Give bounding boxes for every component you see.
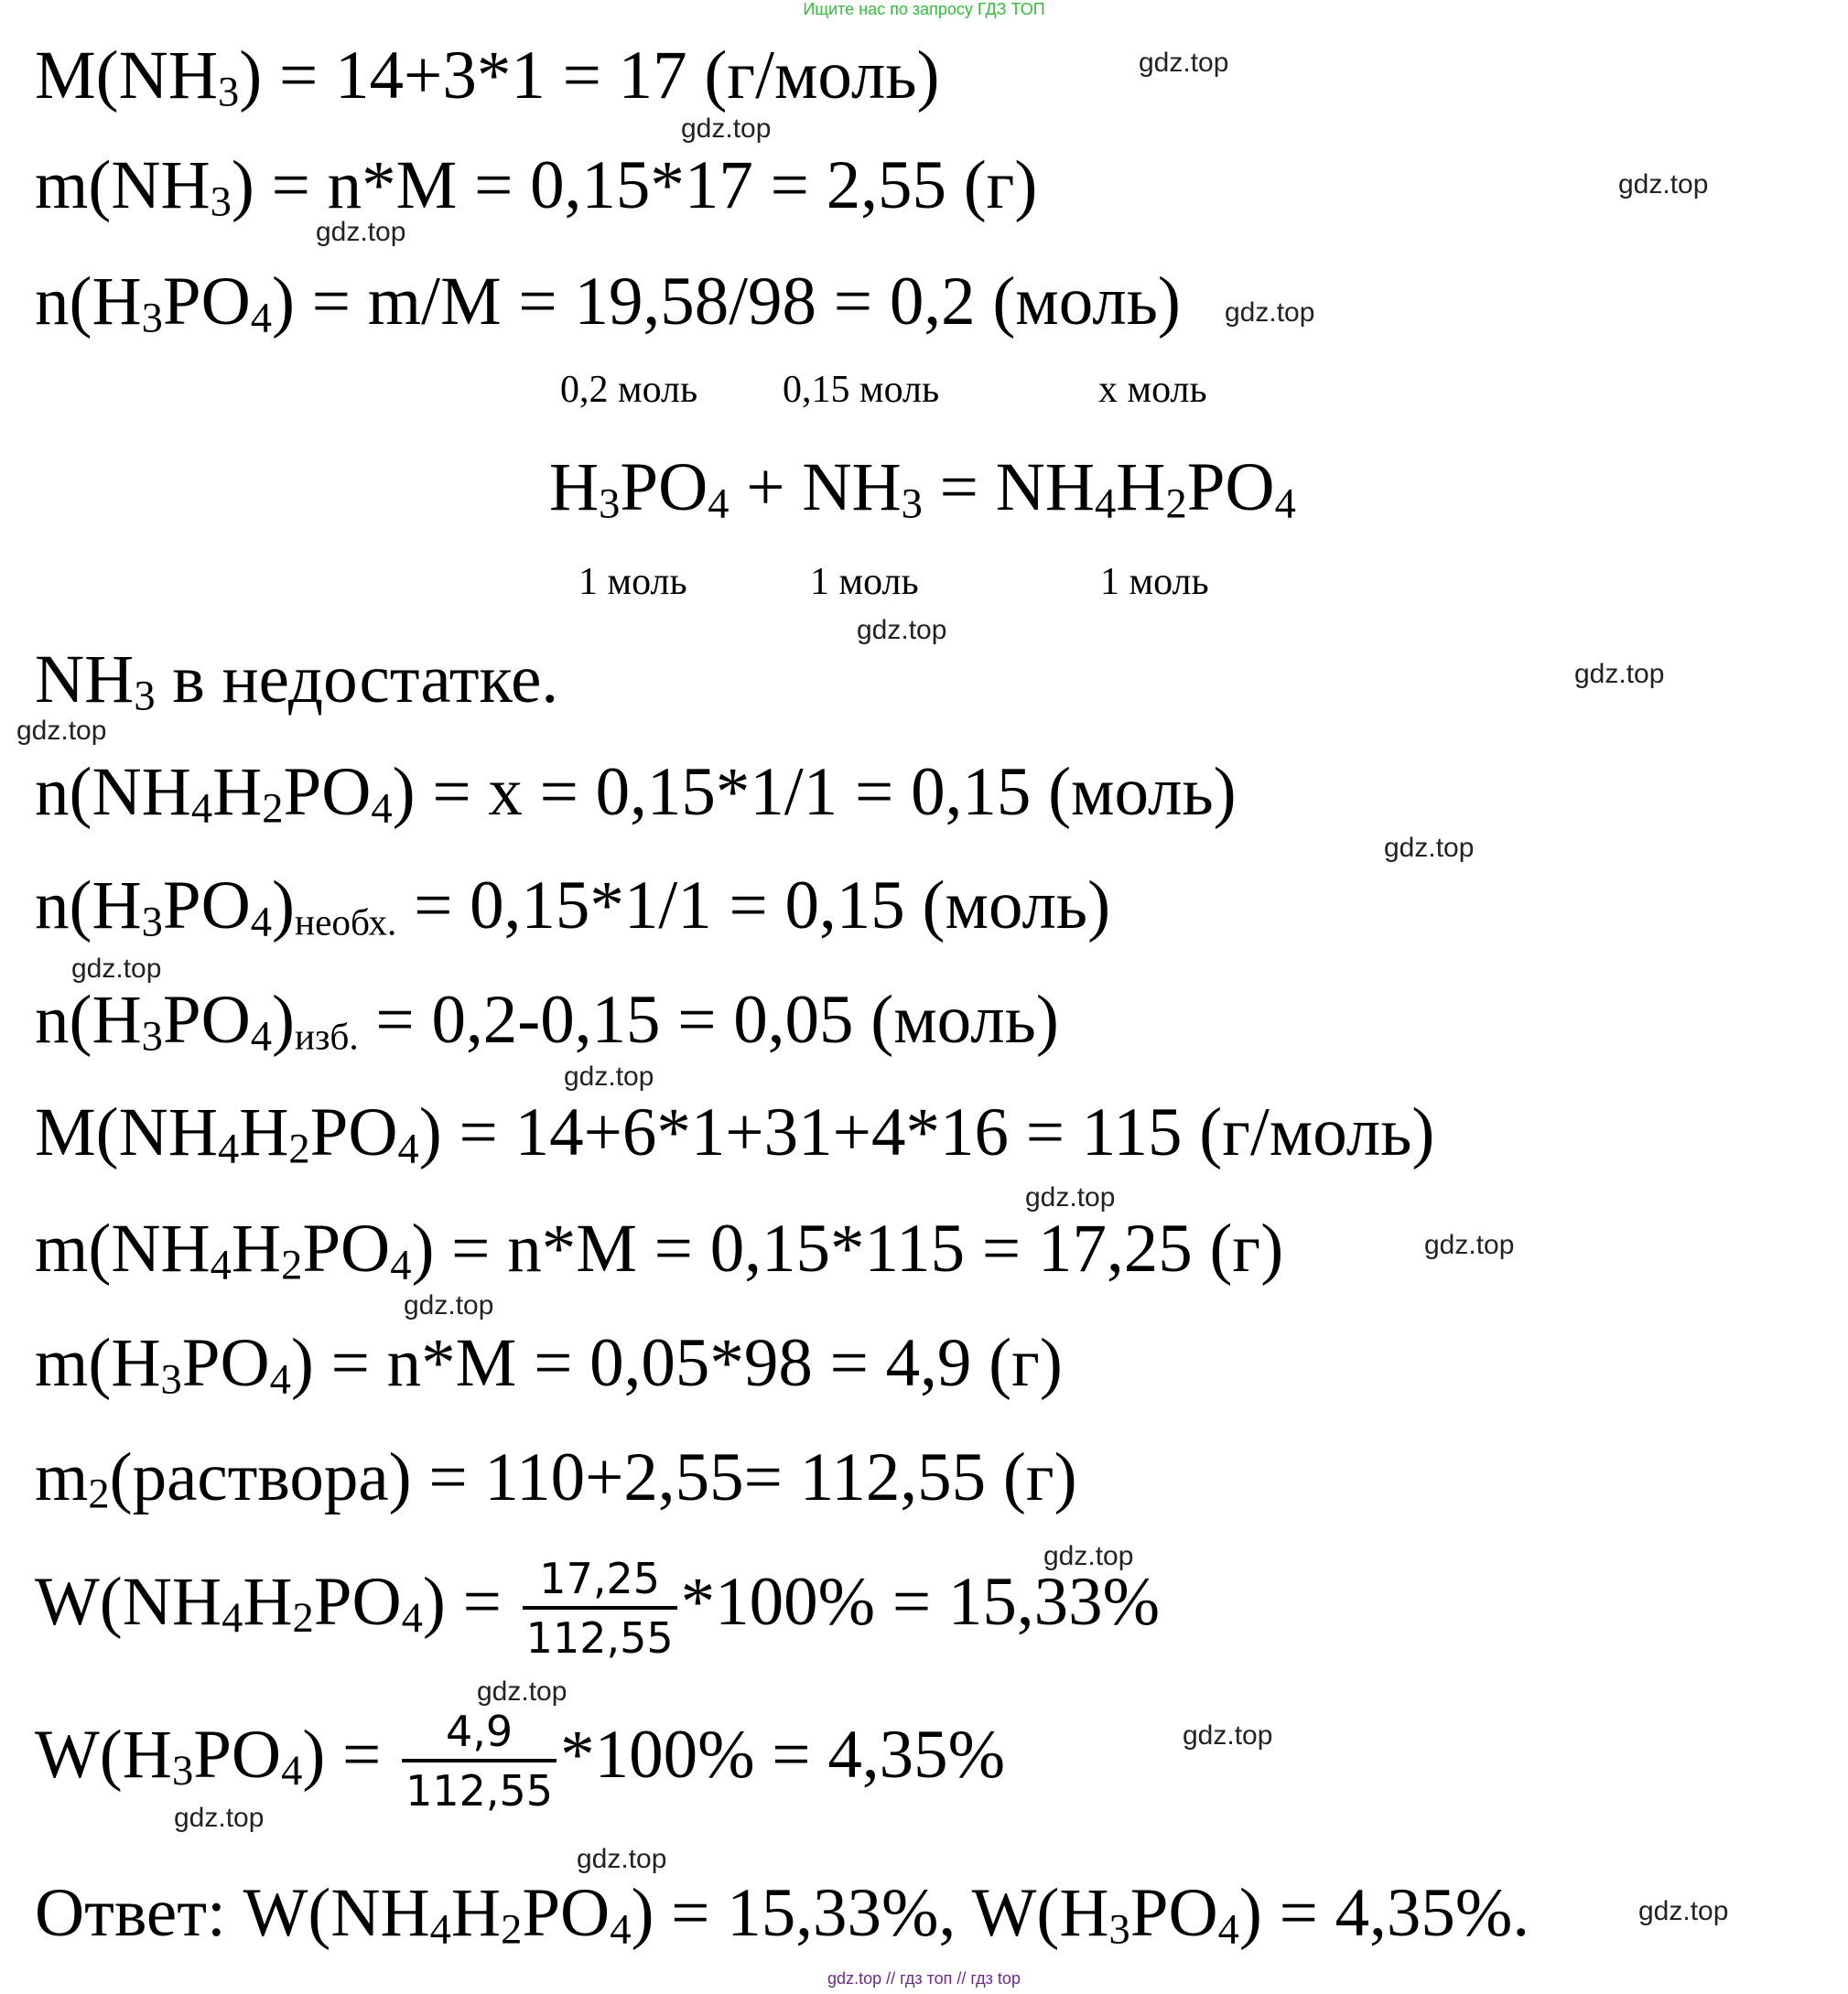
watermark: gdz.top (577, 1844, 667, 1874)
watermark: gdz.top (404, 1290, 494, 1320)
equation-top-label: 0,15 моль (783, 369, 940, 411)
equation-bottom-label: 1 моль (1100, 561, 1209, 603)
fraction (402, 1708, 557, 1814)
watermark: gdz.top (1183, 1720, 1273, 1751)
watermark: gdz.top (1638, 1896, 1729, 1926)
watermark: gdz.top (1384, 833, 1475, 863)
watermark: gdz.top (1618, 169, 1709, 199)
watermark: gdz.top (1225, 297, 1315, 328)
footer-note[interactable]: gdz.top // гдз топ // гдз top (827, 1969, 1021, 1988)
watermark: gdz.top (71, 954, 162, 984)
formula-line-mass-product: $m(NH_4H_2PO_4) = n*M = 0,15*115 = 17,25$ (г) (35, 1211, 1284, 1289)
header-note[interactable]: Ищите нас по запросу ГДЗ ТОП (803, 0, 1045, 18)
fraction-denominator: 112,55 (405, 1765, 554, 1816)
watermark: gdz.top (16, 716, 107, 746)
formula-line-moles-product: $n(NH_4H_2PO_4) = x = 0,15*1/1 = 0,15$ (моль) (35, 754, 1237, 833)
formula-line-mass-solution: $m_2(раствора) = 110+2,55= 112,55$ (г) (35, 1439, 1077, 1518)
watermark: gdz.top (564, 1062, 654, 1092)
watermark: gdz.top (1025, 1182, 1116, 1213)
equation-top-label: 0,2 моль (560, 369, 698, 411)
answer-line: Ответ: $W(NH_4H_2PO_4) = 15,33\%$, $W(H_3PO_4) = 4,35\%$. (35, 1875, 1530, 1954)
formula-line-fraction-product: $W(NH_4H_2PO_4)$ = $\frac{17,25}{112,55}$ *100% = 15,33% (35, 1554, 1161, 1663)
equation-top-label: x моль (1098, 369, 1207, 411)
fraction-denominator: 112,55 (525, 1612, 674, 1663)
fraction (523, 1556, 677, 1661)
watermark: gdz.top (1139, 48, 1229, 78)
formula-line-mass-h3po4: $m(H_3PO_4) = n*M = 0,05*98 = 4,9$ (г) (35, 1325, 1063, 1404)
formula-line-molar-mass-nh3: $M(NH_3) = 14+3*1 = 17$ (г/моль) (35, 38, 940, 116)
formula-line-moles-h3po4-required: $n(H_3PO_4)_{необх.} = 0,15*1/1 = 0,15$ (моль) (35, 868, 1111, 946)
equation-bottom-label: 1 моль (810, 561, 919, 603)
watermark: gdz.top (1424, 1230, 1515, 1260)
formula-line-mass-nh3: $m(NH_3) = n*M = 0,15*17 = 2,55$ (г) (35, 147, 1038, 226)
watermark: gdz.top (316, 217, 406, 247)
watermark: gdz.top (857, 615, 947, 645)
watermark: gdz.top (1574, 659, 1665, 689)
watermark: gdz.top (477, 1676, 567, 1707)
watermark: gdz.top (681, 113, 772, 144)
formula-line-molar-mass-product: $M(NH_4H_2PO_4) = 14+6*1+31+4*16 = 115$ (г/моль) (35, 1094, 1435, 1173)
formula-line-moles-h3po4: $n(H_3PO_4) = m/M = 19,58/98 = 0,2$ (моль) (35, 264, 1181, 342)
equation-formula: $H_3PO_4 + NH_3 = NH_4H_2PO_4$ (549, 449, 1296, 528)
fraction-numerator: 17,25 (523, 1556, 677, 1610)
fraction-numerator: 4,9 (402, 1708, 557, 1762)
formula-line-fraction-h3po4: $W(H_3PO_4)$ = $\frac{4,9}{112,55}$ *100% = 4,35% (35, 1707, 1006, 1816)
formula-line-moles-h3po4-excess: $n(H_3PO_4)_{изб.} = 0,2-0,15 = 0,05$ (моль) (35, 982, 1059, 1061)
watermark: gdz.top (1043, 1541, 1134, 1571)
equation-bottom-label: 1 моль (578, 561, 687, 603)
statement-nh3-limiting: $NH_3$ в недостатке. (35, 641, 559, 720)
watermark: gdz.top (174, 1803, 265, 1833)
